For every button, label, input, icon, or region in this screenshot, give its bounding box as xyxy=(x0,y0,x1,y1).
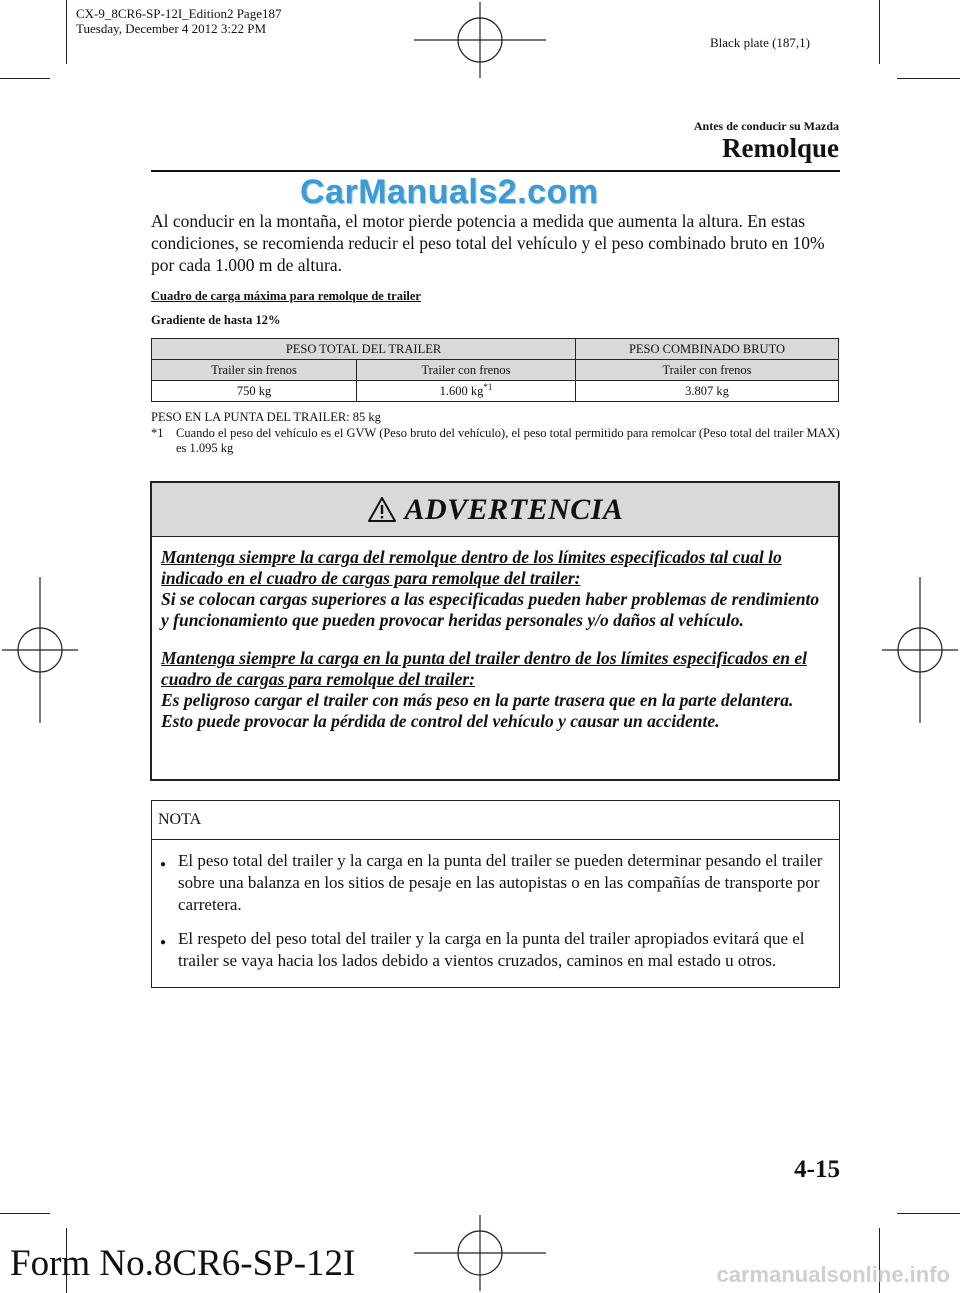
note-title: NOTA xyxy=(152,801,839,840)
list-item xyxy=(160,928,829,972)
page-number: 4-15 xyxy=(794,1156,840,1183)
black-plate: Black plate (187,1) xyxy=(710,35,810,50)
registration-mark-top xyxy=(410,0,550,80)
print-date: Tuesday, December 4 2012 3:22 PM xyxy=(76,21,267,36)
gradient-label: Gradiente de hasta 12% xyxy=(151,313,281,327)
footnote-ref: *1 xyxy=(483,382,493,393)
crop-mark xyxy=(66,0,67,64)
table-row xyxy=(152,360,839,381)
list-item-text: El peso total del trailer y la carga en la punta del trailer se pueden determinar pesando el trailer sobre una balanza en los sitios de pesaje en las autopistas o en las compañías de transporte por carretera. xyxy=(178,851,823,914)
list-item xyxy=(160,850,829,916)
list-item-text: El respeto del peso total del trailer y la carga en la punta del trailer apropiados evitará que el trailer se vaya hacia los lados debido a vientos cruzados, caminos en mal estado u otros. xyxy=(178,929,805,970)
intro-paragraph: Al conducir en la montaña, el motor pierde potencia a medida que aumenta la altura. En estas condiciones, se recomienda reducir el peso total del vehículo y el peso combinado bruto en 10% por cada 1.000 m de altura. xyxy=(151,211,825,275)
warning-triangle-icon xyxy=(367,496,397,523)
crop-mark xyxy=(879,0,880,64)
footnote-text: Cuando el peso del vehículo es el GVW (Peso bruto del vehículo), el peso total permitido para remolcar (Peso total del trailer MAX) es 1.095 kg xyxy=(176,426,840,455)
form-number: Form No.8CR6-SP-12I xyxy=(10,1243,356,1284)
footer-watermark: carmanualsonline.info xyxy=(716,1262,950,1287)
registration-mark-right xyxy=(880,575,960,725)
crop-mark xyxy=(897,1213,960,1214)
table-title: Cuadro de carga máxima para remolque de trailer xyxy=(151,289,421,303)
watermark-logo: CarManuals2.com xyxy=(300,173,599,211)
warning-title: ADVERTENCIA xyxy=(404,492,624,526)
print-meta xyxy=(76,6,281,36)
section-label: Antes de conducir su Mazda xyxy=(693,119,839,133)
load-table xyxy=(151,338,839,402)
bullet-icon: ● xyxy=(160,859,167,870)
crop-mark xyxy=(0,78,50,79)
table-row xyxy=(152,339,839,360)
table-cell: 3.807 kg xyxy=(576,381,839,402)
crop-mark xyxy=(897,78,960,79)
table-header-cell: PESO COMBINADO BRUTO xyxy=(576,339,839,360)
bullet-icon: ● xyxy=(160,937,167,948)
tongue-weight: PESO EN LA PUNTA DEL TRAILER: 85 kg xyxy=(151,410,381,424)
note-body xyxy=(152,840,839,992)
footnote-mark: *1 xyxy=(151,426,164,440)
table-subheader-cell: Trailer con frenos xyxy=(357,360,576,381)
crop-mark xyxy=(0,1213,50,1214)
warning-box xyxy=(150,481,840,781)
table-subheader-cell: Trailer sin frenos xyxy=(152,360,357,381)
warning-header xyxy=(152,483,838,537)
table-header-cell: PESO TOTAL DEL TRAILER xyxy=(152,339,576,360)
table-cell: 750 kg xyxy=(152,381,357,402)
table-cell-value: 1.600 kg xyxy=(439,384,484,399)
warning-p2-heading: Mantenga siempre la carga en la punta del trailer dentro de los límites especificados en el cuadro de cargas para remolque del trailer: xyxy=(161,648,808,689)
footnote xyxy=(151,426,841,456)
warning-p1-heading: Mantenga siempre la carga del remolque dentro de los límites especificados tal cual lo indicado en el cuadro de cargas para remolque del trailer: xyxy=(161,547,782,588)
registration-mark-left xyxy=(0,575,80,725)
warning-p2-text: Es peligroso cargar el trailer con más peso en la parte trasera que en la parte delantera. Esto puede provocar la pérdida de control del vehículo y causar un accidente. xyxy=(161,690,794,731)
page-title: Remolque xyxy=(722,133,839,163)
table-row xyxy=(152,381,839,402)
header-rule xyxy=(151,170,840,172)
note-box xyxy=(151,800,840,988)
warning-p1-text: Si se colocan cargas superiores a las especificadas pueden haber problemas de rendimiento y funcionamiento que pueden provocar heridas personales y/o daños al vehículo. xyxy=(161,589,820,630)
warning-body xyxy=(152,537,838,742)
print-file-name: CX-9_8CR6-SP-12I_Edition2 Page187 xyxy=(76,6,282,21)
table-cell xyxy=(357,381,576,402)
registration-mark-bottom xyxy=(410,1213,550,1293)
table-subheader-cell: Trailer con frenos xyxy=(576,360,839,381)
